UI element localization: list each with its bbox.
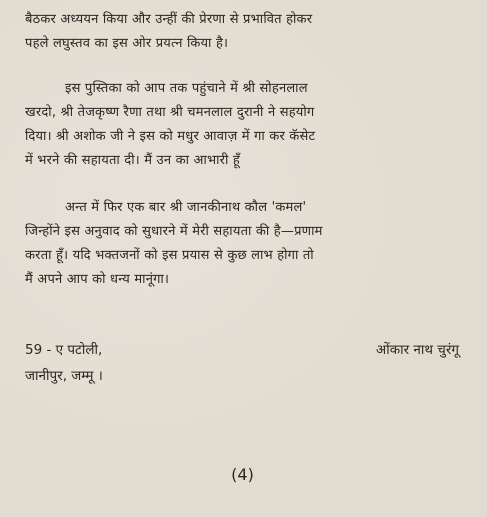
paragraph-intro xyxy=(25,8,473,56)
text-line: अन्त में फिर एक बार श्री जानकीनाथ कौल 'कमल' xyxy=(65,200,307,215)
author-name: ओंकार नाथ चुरंगू xyxy=(375,342,459,358)
text-line: इस पुस्तिका को आप तक पहुंचाने में श्री सोहनलाल xyxy=(65,81,308,96)
address xyxy=(25,337,103,389)
address-line: जानीपुर, जम्मू । xyxy=(25,368,103,384)
paragraph-closing xyxy=(25,196,473,292)
text-line: दिया। श्री अशोक जी ने इस को मधुर आवाज़ में गा कर कॅसेट xyxy=(25,129,316,144)
signature-block xyxy=(25,337,473,389)
address-line: 59 - ए पटोली, xyxy=(25,342,103,358)
text-line: करता हूँ। यदि भक्तजनों को इस प्रयास से कुछ लाभ होगा तो xyxy=(25,248,314,263)
page-number xyxy=(0,465,487,484)
text-line: मैं अपने आप को धन्य मानूंगा। xyxy=(25,272,170,287)
paragraph-acknowledgement xyxy=(25,77,473,173)
page-number-label: (4) xyxy=(231,465,254,484)
text-line: बैठकर अध्ययन किया और उन्हीं की प्रेरणा से प्रभावित होकर xyxy=(25,12,313,27)
text-line: पहले लघुस्तव का इस ओर प्रयत्न किया है। xyxy=(25,36,229,51)
text-line: जिन्होंने इस अनुवाद को सुधारने में मेरी सहायता की है—प्रणाम xyxy=(25,224,323,239)
text-line: में भरने की सहायता दी। मैं उन का आभारी हूँ xyxy=(25,153,241,168)
text-line: खरदो, श्री तेजकृष्ण रैणा तथा श्री चमनलाल दुरानी ने सहयोग xyxy=(25,105,315,120)
